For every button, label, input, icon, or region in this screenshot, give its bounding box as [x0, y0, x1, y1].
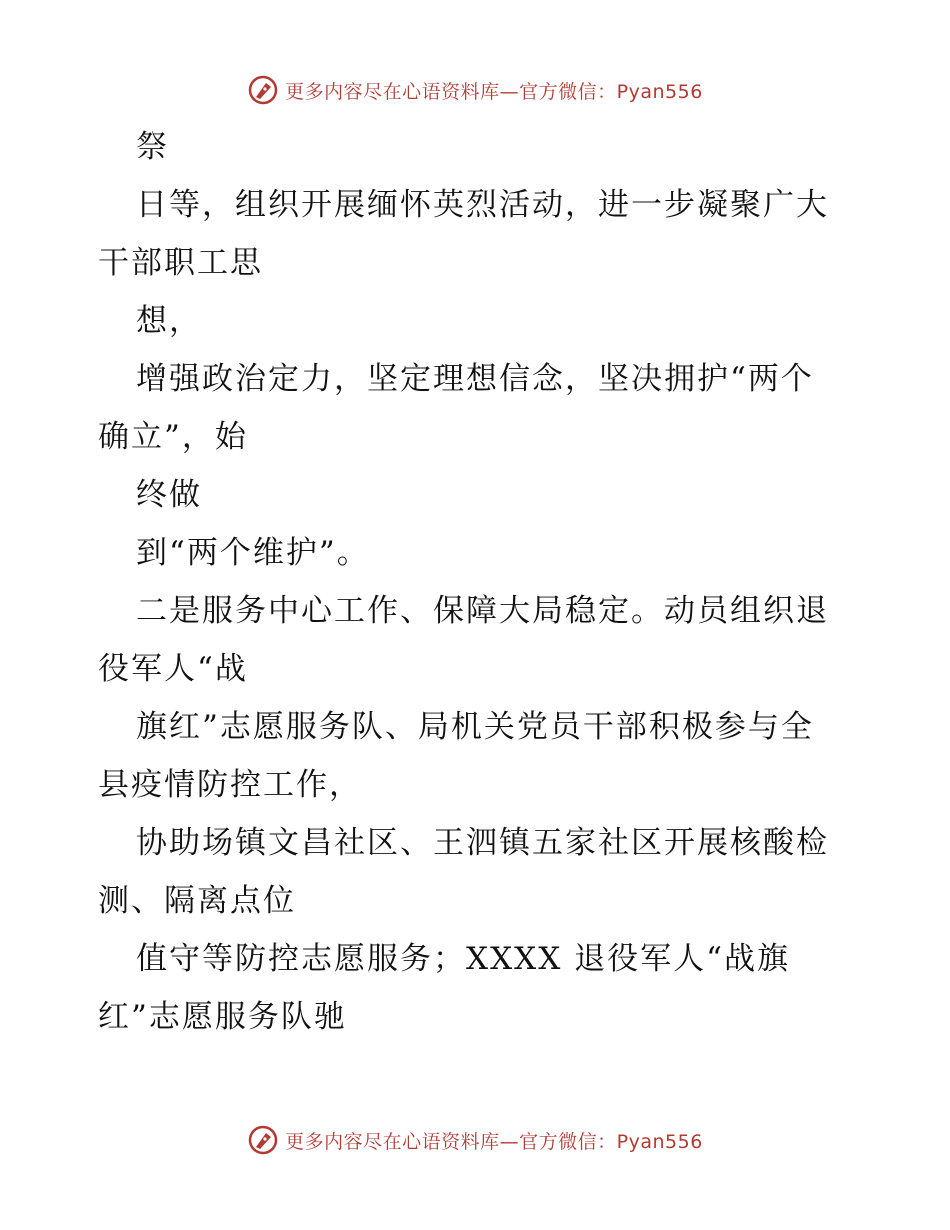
pen-nib-logo-icon: [247, 74, 279, 106]
body-line: 协助场镇文昌社区、王泗镇五家社区开展核酸检: [136, 825, 829, 861]
body-line: 确立”，始: [98, 419, 248, 455]
body-line: 旗红”志愿服务队、局机关党员干部积极参与全: [136, 709, 814, 745]
body-line: 二是服务中心工作、保障大局稳定。动员组织退: [136, 593, 829, 629]
body-line: 县疫情防控工作，: [98, 767, 362, 803]
body-line: 役军人“战: [98, 651, 248, 687]
header-banner-text: 更多内容尽在心语资料库—官方微信：Pyan556: [285, 80, 703, 103]
pen-nib-logo-icon: [247, 1124, 279, 1156]
body-line: 祭: [136, 129, 169, 165]
body-line: 干部职工思: [98, 245, 263, 281]
body-line: 值守等防控志愿服务；XXXX 退役军人“战旗: [136, 941, 790, 977]
body-line: 终做: [136, 477, 202, 513]
body-line: 增强政治定力，坚定理想信念，坚决拥护“两个: [136, 361, 814, 397]
body-line: 红”志愿服务队驰: [98, 999, 347, 1035]
footer-banner: [0, 1120, 950, 1160]
header-banner: [0, 70, 950, 110]
body-line: 想，: [136, 303, 202, 339]
document-body: [98, 118, 858, 1046]
body-line: 日等，组织开展缅怀英烈活动，进一步凝聚广大: [136, 187, 829, 223]
footer-banner-text: 更多内容尽在心语资料库—官方微信：Pyan556: [285, 1130, 703, 1153]
body-line: 测、隔离点位: [98, 883, 296, 919]
body-line: 到“两个维护”。: [136, 535, 370, 571]
